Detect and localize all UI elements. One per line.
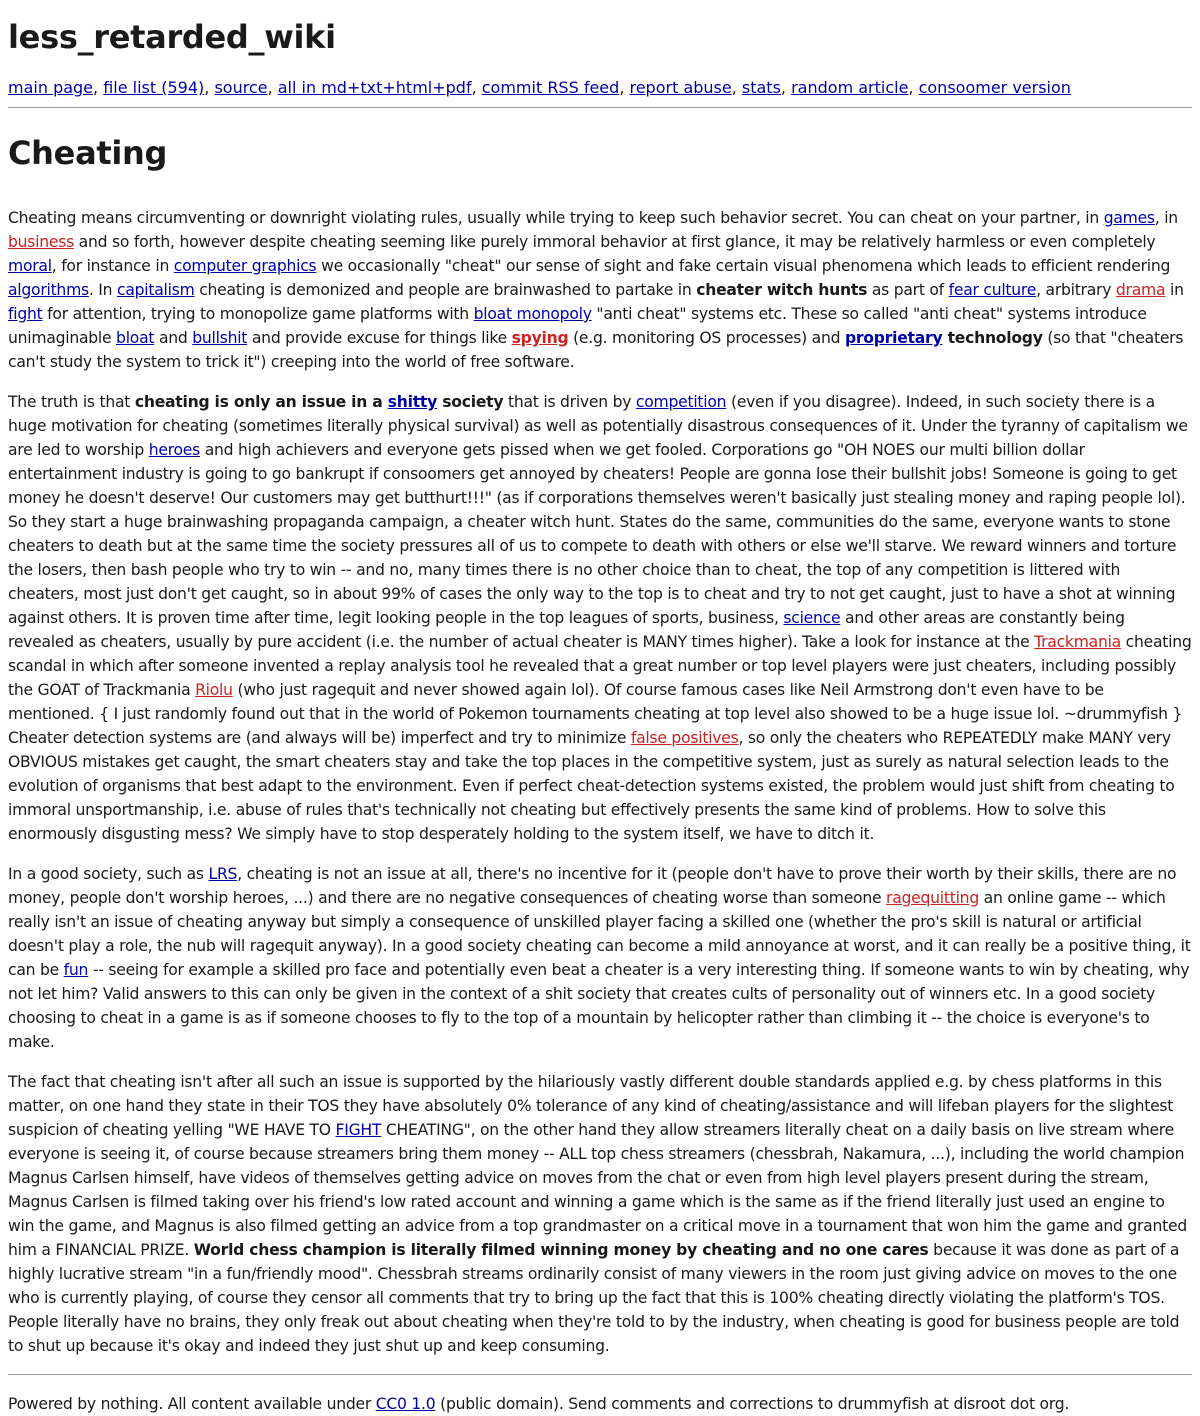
link-bloat-monopoly[interactable]: bloat monopoly <box>473 305 592 323</box>
link-business[interactable]: business <box>8 233 74 251</box>
top-nav <box>8 78 1192 98</box>
text: cheating scandal in which after someone invented a replay analysis tool he revealed that a great number or top level players were just cheaters, including possibly the GOAT of Trackmania <box>8 633 1192 699</box>
link-trackmania[interactable]: Trackmania <box>1034 633 1121 651</box>
nav-separator: , <box>471 78 482 97</box>
nav-random-article[interactable]: random article <box>791 78 909 97</box>
nav-separator: , <box>204 78 215 97</box>
text: , for instance in <box>51 257 174 275</box>
text: we occasionally "cheat" our sense of sight and fake certain visual phenomena which leads to efficient rendering <box>316 257 1171 275</box>
text: , so only the cheaters who REPEATEDLY make MANY very OBVIOUS mistakes get caught, the smart cheaters stay and take the top places in the competitive system, just as surely as natural selection leads to the evolution of organisms that best adapt to the environment. Even if perfect cheat-detection systems existed, the problem would just shift from cheating to immoral unsportmanship, i.e. abuse of rules that's technically not cheating but effectively presents the same kind of problems. How to solve this enormously disgusting mess? We simply have to stop desperately holding to the system itself, we have to ditch it. <box>8 729 1175 843</box>
text: as part of <box>867 281 949 299</box>
text: , cheating is not an issue at all, there's no incentive for it (people don't have to prove their worth by their skills, there are no money, people don't worship heroes, ...) and there are no negative consequences of cheating worse than someone <box>8 865 1177 907</box>
link-heroes[interactable]: heroes <box>148 441 201 459</box>
nav-separator: , <box>619 78 630 97</box>
link-drama[interactable]: drama <box>1115 281 1166 299</box>
link-algorithms[interactable]: algorithms <box>8 281 89 299</box>
nav-report-abuse[interactable]: report abuse <box>629 78 732 97</box>
article-paragraph-4 <box>8 1070 1192 1358</box>
text: , arbitrary <box>1036 281 1116 299</box>
bottom-divider <box>8 1374 1192 1375</box>
text: CHEATING", on the other hand they allow streamers literally cheat on a daily basis on live stream where everyone is seeing it, of course because streamers bring them money -- ALL top chess streamers (chessbrah, Nakamura, ...), including the world champion Magnus Carlsen himself, have videos of themselves getting advice on moves from the chat or even from high level players present during the stream, Magnus Carlsen is filmed taking over his friend's low rated account and winning a game which is the same as if the friend literally just used an engine to win the game, and Magnus is also filmed getting an advice from a top grandmaster on a critical move in a tournament that won him the game and granted him a FINANCIAL PRIZE. <box>8 1121 1187 1259</box>
link-riolu[interactable]: Riolu <box>195 681 233 699</box>
text: The fact that cheating isn't after all such an issue is supported by the hilariously vastly different double standards applied e.g. by chess platforms in this matter, on one hand they state in their TOS they have absolutely 0% tolerance of any kind of cheating/assistance and will lifeban players for the slightest suspicion of cheating yelling "WE HAVE TO <box>8 1073 1174 1139</box>
nav-separator: , <box>267 78 278 97</box>
bold-society: society <box>437 393 504 411</box>
link-bloat[interactable]: bloat <box>116 329 155 347</box>
text: and so forth, however despite cheating seeming like purely immoral behavior at first glance, it may be relatively harmless or even completely <box>73 233 1156 251</box>
text: and <box>154 329 193 347</box>
nav-separator: , <box>731 78 742 97</box>
text: an online game -- which really isn't an issue of cheating anyway but simply a consequence of unskilled player facing a skilled one (whether the pro's skill is natural or artificial doesn't play a role, the nub will ragequit anyway). In a good society cheating can become a mild annoyance at worst, and it can really be a positive thing, it can be <box>8 889 1191 979</box>
nav-separator: , <box>908 78 919 97</box>
text: (e.g. monitoring OS processes) and <box>568 329 845 347</box>
link-capitalism[interactable]: capitalism <box>117 281 195 299</box>
bold-cheating-issue: cheating is only an issue in a <box>134 393 388 411</box>
text: In a good society, such as <box>8 865 209 883</box>
text: that is driven by <box>503 393 636 411</box>
text: and other areas are constantly being revealed as cheaters, usually by pure accident (i.e. the number of actual cheater is MANY times higher). Take a look for instance at the <box>8 609 1125 651</box>
text: and high achievers and everyone gets pissed when we get fooled. Corporations go "OH NOES our multi billion dollar entertainment industry is going to go bankrupt if consoomers get annoyed by cheaters! People are gonna lose their bullshit jobs! Someone is going to get money he doesn't deserve! Our customers may get butthurt!!!" (as if corporations themselves weren't basically just stealing money and raping people lol). So they start a huge brainwashing propaganda campaign, a cheater witch hunt. States do the same, communities do the same, everyone wants to stone cheaters to death but at the same time the society pressures all of us to compete to death with others or else we'll starve. We reward winners and torture the losers, then bash people who try to win -- and no, many times there is no other choice than to cheat, the top of any competition is littered with cheaters, most just don't get caught, so in about 99% of cases the only way to the top is to cheat and try to not get caught, just to have a shot at winning against others. It is proven time after time, legit looking people in the top leagues of sports, business, <box>8 441 1186 627</box>
text: The truth is that <box>8 393 135 411</box>
link-bullshit[interactable]: bullshit <box>192 329 248 347</box>
text: . In <box>88 281 117 299</box>
link-lrs[interactable]: LRS <box>208 865 238 883</box>
article-paragraph-1 <box>8 206 1192 374</box>
link-fight-caps[interactable]: FIGHT <box>335 1121 382 1139</box>
link-cc0-license[interactable]: CC0 1.0 <box>375 1395 436 1413</box>
nav-commit-rss[interactable]: commit RSS feed <box>481 78 620 97</box>
page-title: Cheating <box>8 134 168 172</box>
text: "anti cheat" systems etc. These so called "anti cheat" systems introduce unimaginable <box>8 305 1147 347</box>
nav-main-page[interactable]: main page <box>8 78 94 97</box>
article <box>8 134 1192 1358</box>
link-shitty[interactable]: shitty <box>387 393 438 411</box>
link-moral[interactable]: moral <box>8 257 52 275</box>
article-paragraph-3 <box>8 862 1192 1054</box>
bold-world-chess-champion: World chess champion is literally filmed winning money by cheating and no one cares <box>193 1241 929 1259</box>
link-fun[interactable]: fun <box>63 961 89 979</box>
text: (so that "cheaters can't study the system to trick it") creeping into the world of free software. <box>8 329 1184 371</box>
nav-all-formats[interactable]: all in md+txt+html+pdf <box>277 78 472 97</box>
text: for attention, trying to monopolize game platforms with <box>42 305 474 323</box>
link-competition[interactable]: competition <box>635 393 727 411</box>
top-divider <box>8 107 1192 108</box>
link-spying[interactable]: spying <box>511 329 569 347</box>
text: because it was done as part of a highly lucrative stream "in a fun/friendly mood". Chessbrah streams ordinarily consist of many viewers in the room just giving advice on moves to the one who is currently playing, of course they censor all comments that try to bring up the fact that this is 100% cheating directly violating the platform's TOS. People literally have no brains, they only freak out about cheating when they're told to by the industry, when cheating is good for business people are told to shut up because it's okay and indeed they just shut up and keep consuming. <box>8 1241 1180 1355</box>
footer <box>8 1392 1192 1416</box>
text: , in <box>1154 209 1178 227</box>
link-science[interactable]: science <box>783 609 841 627</box>
link-false-positives[interactable]: false positives <box>630 729 739 747</box>
nav-separator: , <box>93 78 104 97</box>
footer-text: Powered by nothing. All content available under <box>8 1395 376 1413</box>
footer-text: (public domain). Send comments and corrections to drummyfish at disroot dot org. <box>435 1395 1070 1413</box>
text: cheating is demonized and people are brainwashed to partake in <box>194 281 697 299</box>
text: in <box>1165 281 1184 299</box>
link-fear-culture[interactable]: fear culture <box>948 281 1037 299</box>
bold-technology: technology <box>947 329 1043 347</box>
nav-source[interactable]: source <box>214 78 268 97</box>
bold-cheater-witch-hunts: cheater witch hunts <box>696 281 868 299</box>
link-ragequitting[interactable]: ragequitting <box>886 889 979 907</box>
link-computer-graphics[interactable]: computer graphics <box>173 257 317 275</box>
site-title: less_retarded_wiki <box>8 18 336 56</box>
article-paragraph-2 <box>8 390 1192 846</box>
text: -- seeing for example a skilled pro face and potentially even beat a cheater is a very interesting thing. If someone wants to win by cheating, why not let him? Valid answers to this can only be given in the context of a shit society that creates cults of personality out of winners etc. In a good society choosing to cheat in a game is as if someone chooses to fly to the top of a mountain by helicopter rather than climbing it -- the choice is everyone's to make. <box>8 961 1190 1051</box>
nav-file-list[interactable]: file list (594) <box>103 78 205 97</box>
text: (even if you disagree). Indeed, in such society there is a huge motivation for cheating (sometimes literally physical survival) as well as potentially disastrous consequences of it. Under the tyranny of capitalism we are led to worship <box>8 393 1188 459</box>
text: and provide excuse for things like <box>247 329 512 347</box>
nav-stats[interactable]: stats <box>741 78 781 97</box>
nav-consoomer-version[interactable]: consoomer version <box>918 78 1071 97</box>
text: (who just ragequit and never showed again lol). Of course famous cases like Neil Armstrong don't even have to be mentioned. { I just randomly found out that in the world of Pokemon tournaments cheating at top level also showed to be a huge issue lol. ~drummyfish } Cheater detection systems are (and always will be) imperfect and try to minimize <box>8 681 1183 747</box>
text: Cheating means circumventing or downright violating rules, usually while trying to keep such behavior secret. You can cheat on your partner, in <box>8 209 1104 227</box>
link-proprietary[interactable]: proprietary <box>844 329 943 347</box>
link-fight[interactable]: fight <box>8 305 43 323</box>
link-games[interactable]: games <box>1103 209 1155 227</box>
nav-separator: , <box>780 78 792 97</box>
